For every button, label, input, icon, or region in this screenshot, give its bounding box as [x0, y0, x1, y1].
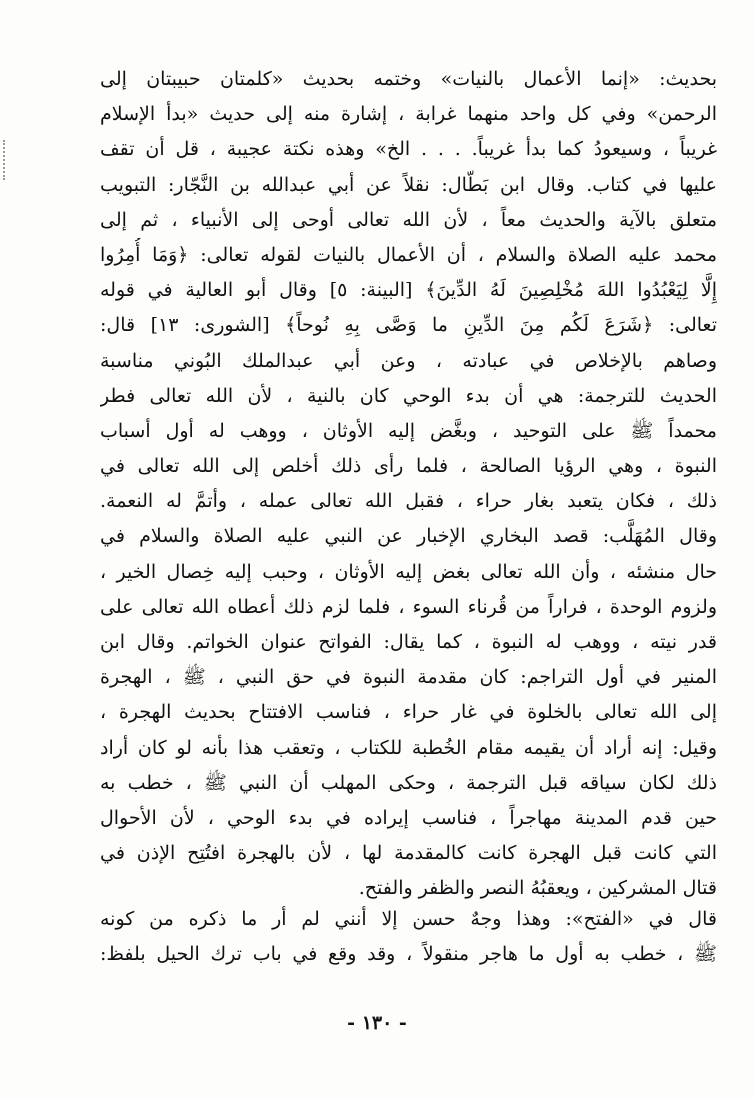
main-text-line: ولزوم الوحدة ، فراراً من قُرناء السوء ، فلما لزم ذلك أعطاه الله تعالى على — [100, 595, 717, 618]
main-text-line: الرحمن» وفي كل واحد منهما غرابة ، إشارة منه إلى حديث «بدأ الإسلام — [100, 103, 717, 126]
main-text-line: النبوة ، وهي الرؤيا الصالحة ، فلما رأى ذلك أخلص إلى الله تعالى في — [100, 455, 717, 478]
main-text-line: حين قدم المدينة مهاجراً ، فناسب إيراده في بدء الوحي ، لأن الأحوال — [100, 806, 717, 829]
main-text-line: وصاهم بالإخلاص في عبادته ، وعن أبي عبدالملك البُوني مناسبة — [100, 349, 717, 372]
main-text-line: محمد عليه الصلاة والسلام ، أن الأعمال بالنيات لقوله تعالى: ﴿وَمَا أُمِرُوا — [100, 243, 717, 266]
main-text-line: قتال المشركين ، ويعقبُهُ النصر والظفر والفتح. — [358, 877, 717, 900]
main-text-line: إلى الله تعالى بالخلوة في غار حراء ، فناسب الافتتاح بحديث الهجرة ، — [100, 701, 717, 724]
page-number: - ١٣٠ - — [347, 1012, 407, 1034]
main-text-line: وقال المُهَلَّب: قصد البخاري الإخبار عن النبي عليه الصلاة والسلام في — [100, 525, 717, 548]
main-text-line: إِلَّا لِيَعْبُدُوا اللهَ مُخْلِصِينَ لَهُ الدِّينَ﴾ [البينة: ٥] وقال أبو العالية في قوله — [100, 279, 717, 302]
footnote — [100, 902, 717, 972]
main-text-line: عليها في كتاب. وقال ابن بَطّال: نقلاً عن أبي عبدالله بن النَّجّار: التبويب — [100, 173, 717, 196]
main-text — [100, 62, 717, 907]
main-text-line: التي كانت قبل الهجرة كانت كالمقدمة لها ، لأن بالهجرة افتُتِح الإذن في — [100, 842, 717, 865]
main-text-line: ذلك ، فكان يتعبد بغار حراء ، فقبل الله تعالى عمله ، وأتمَّ له النعمة. — [100, 490, 717, 513]
main-text-line: محمداً ﷺ على التوحيد ، وبغَّض إليه الأوثان ، ووهب له أول أسباب — [100, 419, 717, 442]
binding-edge-mark — [3, 140, 9, 180]
main-text-line: وقيل: إنه أراد أن يقيمه مقام الخُطبة للكتاب ، وتعقب هذا بأنه لو كان أراد — [100, 736, 717, 759]
main-text-line: بحديث: «إنما الأعمال بالنيات» وختمه بحديث «كلمتان حبيبتان إلى — [100, 68, 717, 90]
main-text-line: غريباً ، وسيعودُ كما بدأ غريباً. . . . الخ» وهذه نكتة عجيبة ، قل أن تقف — [100, 138, 717, 161]
main-text-line: متعلق بالآية والحديث معاً ، لأن الله تعالى أوحى إلى الأنبياء ، ثم إلى — [100, 208, 717, 231]
main-text-line: تعالى: ﴿شَرَعَ لَكُم مِنَ الدِّينِ ما وَصَّى بِهِ نُوحاً﴾ [الشورى: ١٣] قال: — [100, 314, 717, 337]
main-text-line: حال منشئه ، وأن الله تعالى بغض إليه الأوثان ، وحبب إليه خِصال الخير ، — [100, 560, 717, 583]
main-text-line: المنير في أول التراجم: كان مقدمة النبوة في حق النبي ، ﷺ ، الهجرة — [100, 666, 717, 689]
main-text-line: قدر نيته ، ووهب له النبوة ، كما يقال: الفواتح عنوان الخواتم. وقال ابن — [100, 631, 717, 653]
main-text-line: الحديث للترجمة: هي أن بدء الوحي كان بالنية ، لأن الله تعالى فطر — [100, 384, 717, 407]
footnote-line: قال في «الفتح»: وهذا وجهٌ حسن إلا أنني لم أر ما ذكره من كونه — [100, 908, 717, 930]
footnote-line: ﷺ ، خطب به أول ما هاجر منقولاً ، وقد وقع في باب ترك الحيل بلفظ: — [100, 943, 717, 966]
main-text-line: ذلك لكان سياقه قبل الترجمة ، وحكى المهلب أن النبي ﷺ ، خطب به — [100, 771, 717, 794]
